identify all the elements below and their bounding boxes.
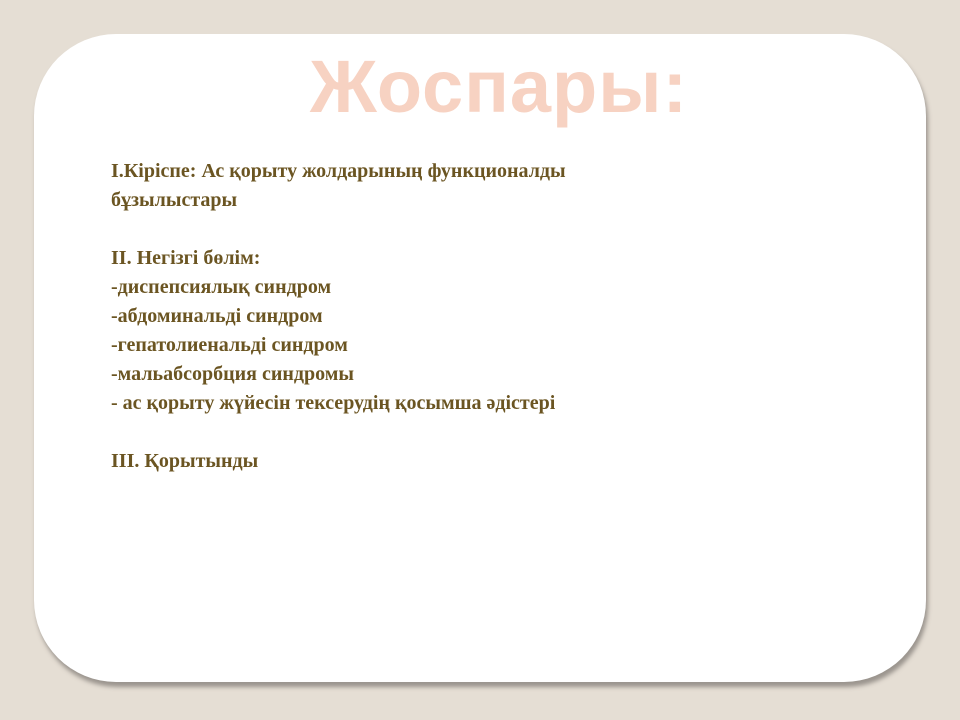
conclusion-heading: III. Қорытынды: [111, 450, 259, 472]
intro-line-2: бұзылыстары: [111, 189, 238, 211]
intro-line-1: I.Кіріспе: Ас қорыту жолдарының функционалды: [111, 160, 566, 182]
spacer: [111, 418, 871, 447]
spacer: [111, 215, 871, 244]
list-item-dyspepsia: -диспепсиялық синдром: [111, 276, 332, 298]
list-item-hepatolienal: -гепатолиенальді синдром: [111, 334, 348, 356]
list-item-malabsorption: -мальабсорбция синдромы: [111, 363, 355, 385]
slide-content: [111, 157, 871, 476]
list-item-additional-methods: - ас қорыту жүйесін тексерудің қосымша әдістері: [111, 392, 556, 414]
slide-title: Жоспары:: [309, 45, 689, 128]
main-heading: II. Негізгі бөлім:: [111, 247, 261, 269]
list-item-abdominal: -абдоминальді синдром: [111, 305, 323, 327]
